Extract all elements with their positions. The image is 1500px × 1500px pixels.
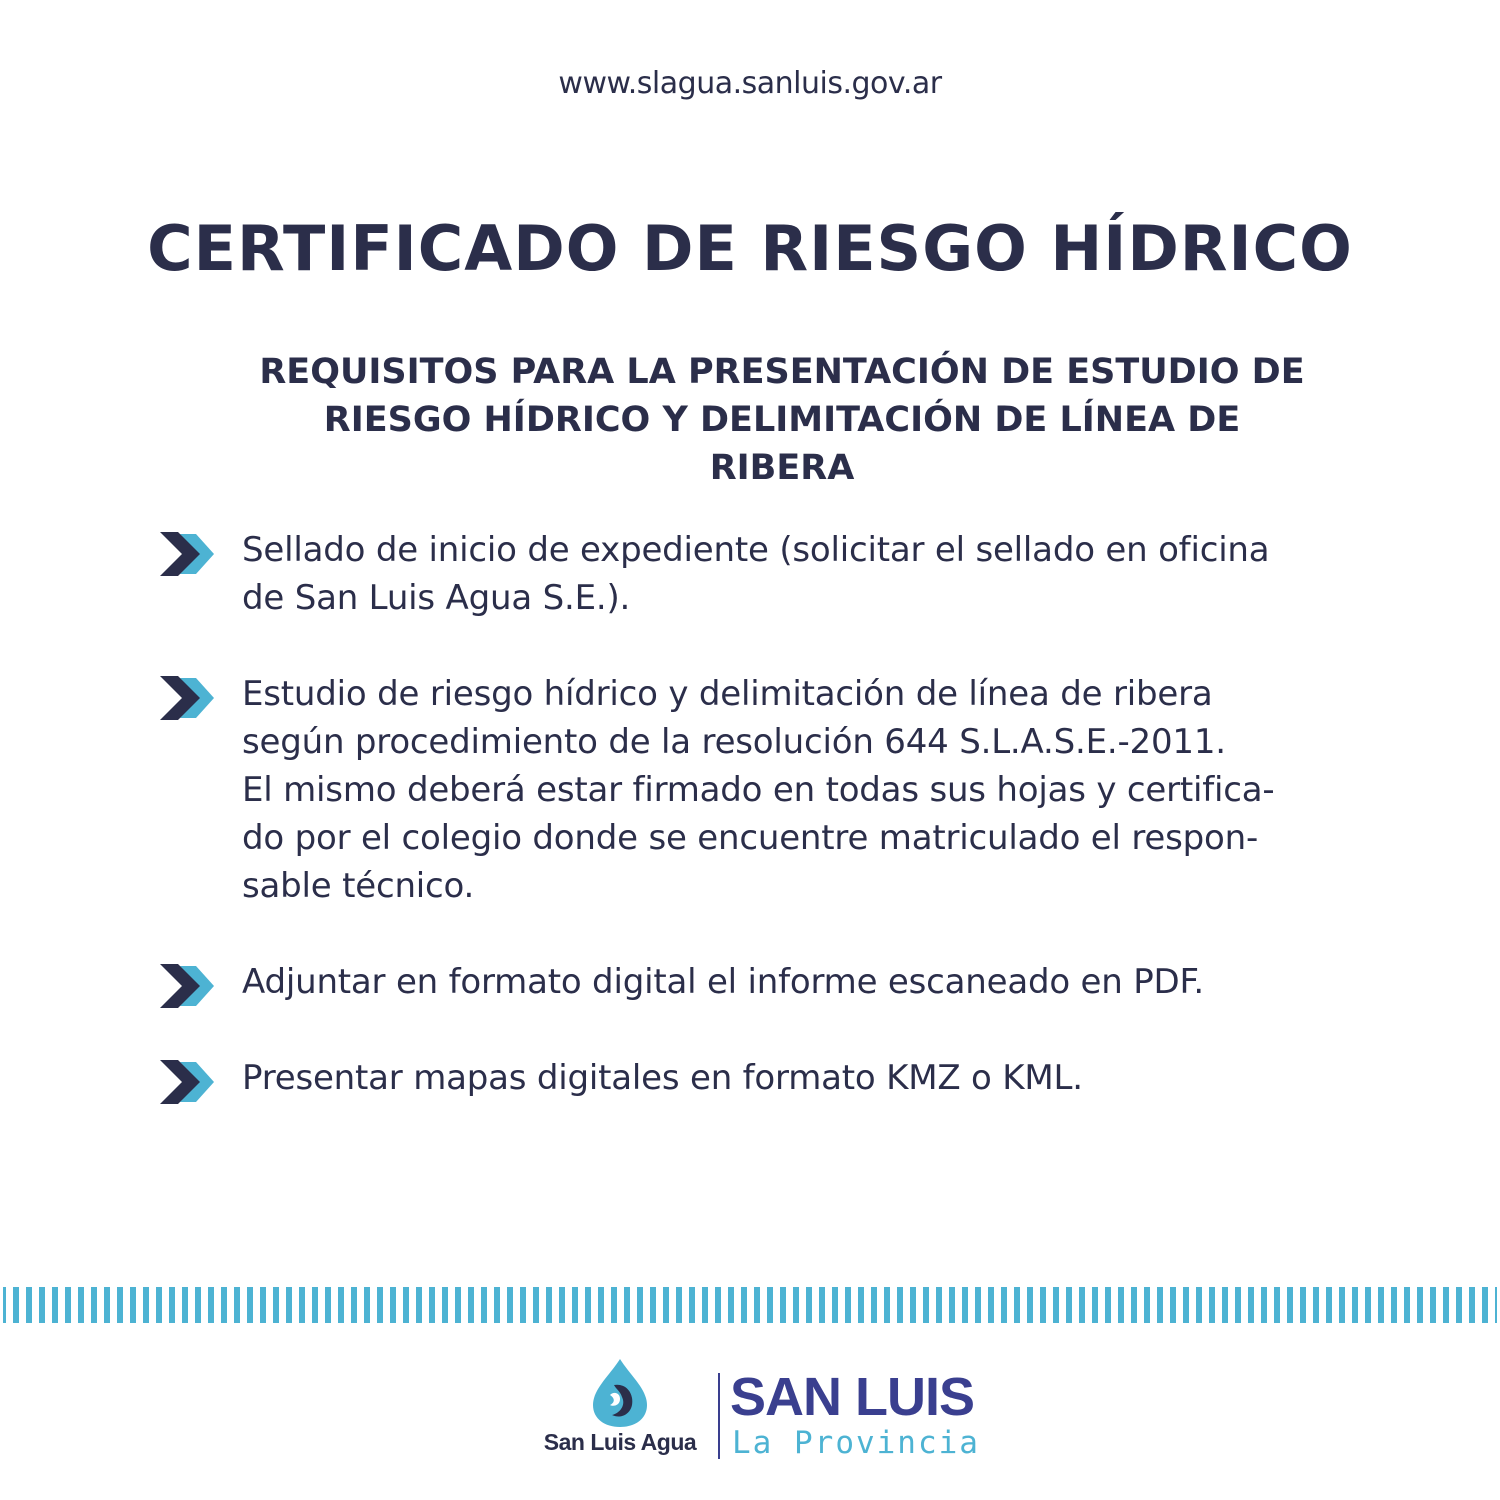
san-luis-agua-label: San Luis Agua: [543, 1429, 697, 1455]
province-tagline: La Provincia: [732, 1425, 980, 1461]
requirement-text: [242, 1054, 1362, 1102]
chevron-bullet-icon: [160, 962, 214, 1010]
page-title: CERTIFICADO DE RIESGO HÍDRICO: [147, 212, 1353, 285]
page-subtitle: [250, 348, 1314, 492]
text-line: sable técnico.: [242, 866, 475, 906]
text-line: Adjuntar en formato digital el informe escaneado en PDF.: [242, 962, 1205, 1002]
footer-logos: [0, 1355, 1500, 1465]
website-url: www.slagua.sanluis.gov.ar: [558, 66, 942, 101]
decorative-stripe-divider: [0, 1287, 1500, 1323]
logo-divider: [718, 1373, 720, 1459]
requirement-text: [242, 958, 1362, 1006]
subtitle-line-2: RIESGO HÍDRICO Y DELIMITACIÓN DE LÍNEA DE RIBERA: [323, 400, 1241, 488]
chevron-bullet-icon: [160, 530, 214, 578]
text-line: de San Luis Agua S.E.).: [242, 578, 631, 618]
san-luis-agua-logo: [530, 1355, 710, 1465]
requirement-text: [242, 670, 1362, 910]
text-line: do por el colegio donde se encuentre matriculado el respon-: [242, 818, 1259, 858]
subtitle-line-1: REQUISITOS PARA LA PRESENTACIÓN DE ESTUDIO DE: [259, 352, 1305, 392]
requirement-text: [242, 526, 1362, 622]
chevron-bullet-icon: [160, 674, 214, 722]
text-line: según procedimiento de la resolución 644 S.L.A.S.E.-2011.: [242, 722, 1226, 762]
text-line: Sellado de inicio de expediente (solicitar el sellado en oficina: [242, 530, 1270, 570]
text-line: El mismo deberá estar firmado en todas sus hojas y certifica-: [242, 770, 1275, 810]
chevron-bullet-icon: [160, 1058, 214, 1106]
text-line: Presentar mapas digitales en formato KMZ o KML.: [242, 1058, 1083, 1098]
water-drop-icon: [530, 1355, 710, 1429]
text-line: Estudio de riesgo hídrico y delimitación de línea de ribera: [242, 674, 1213, 714]
province-name: SAN LUIS: [730, 1367, 975, 1427]
